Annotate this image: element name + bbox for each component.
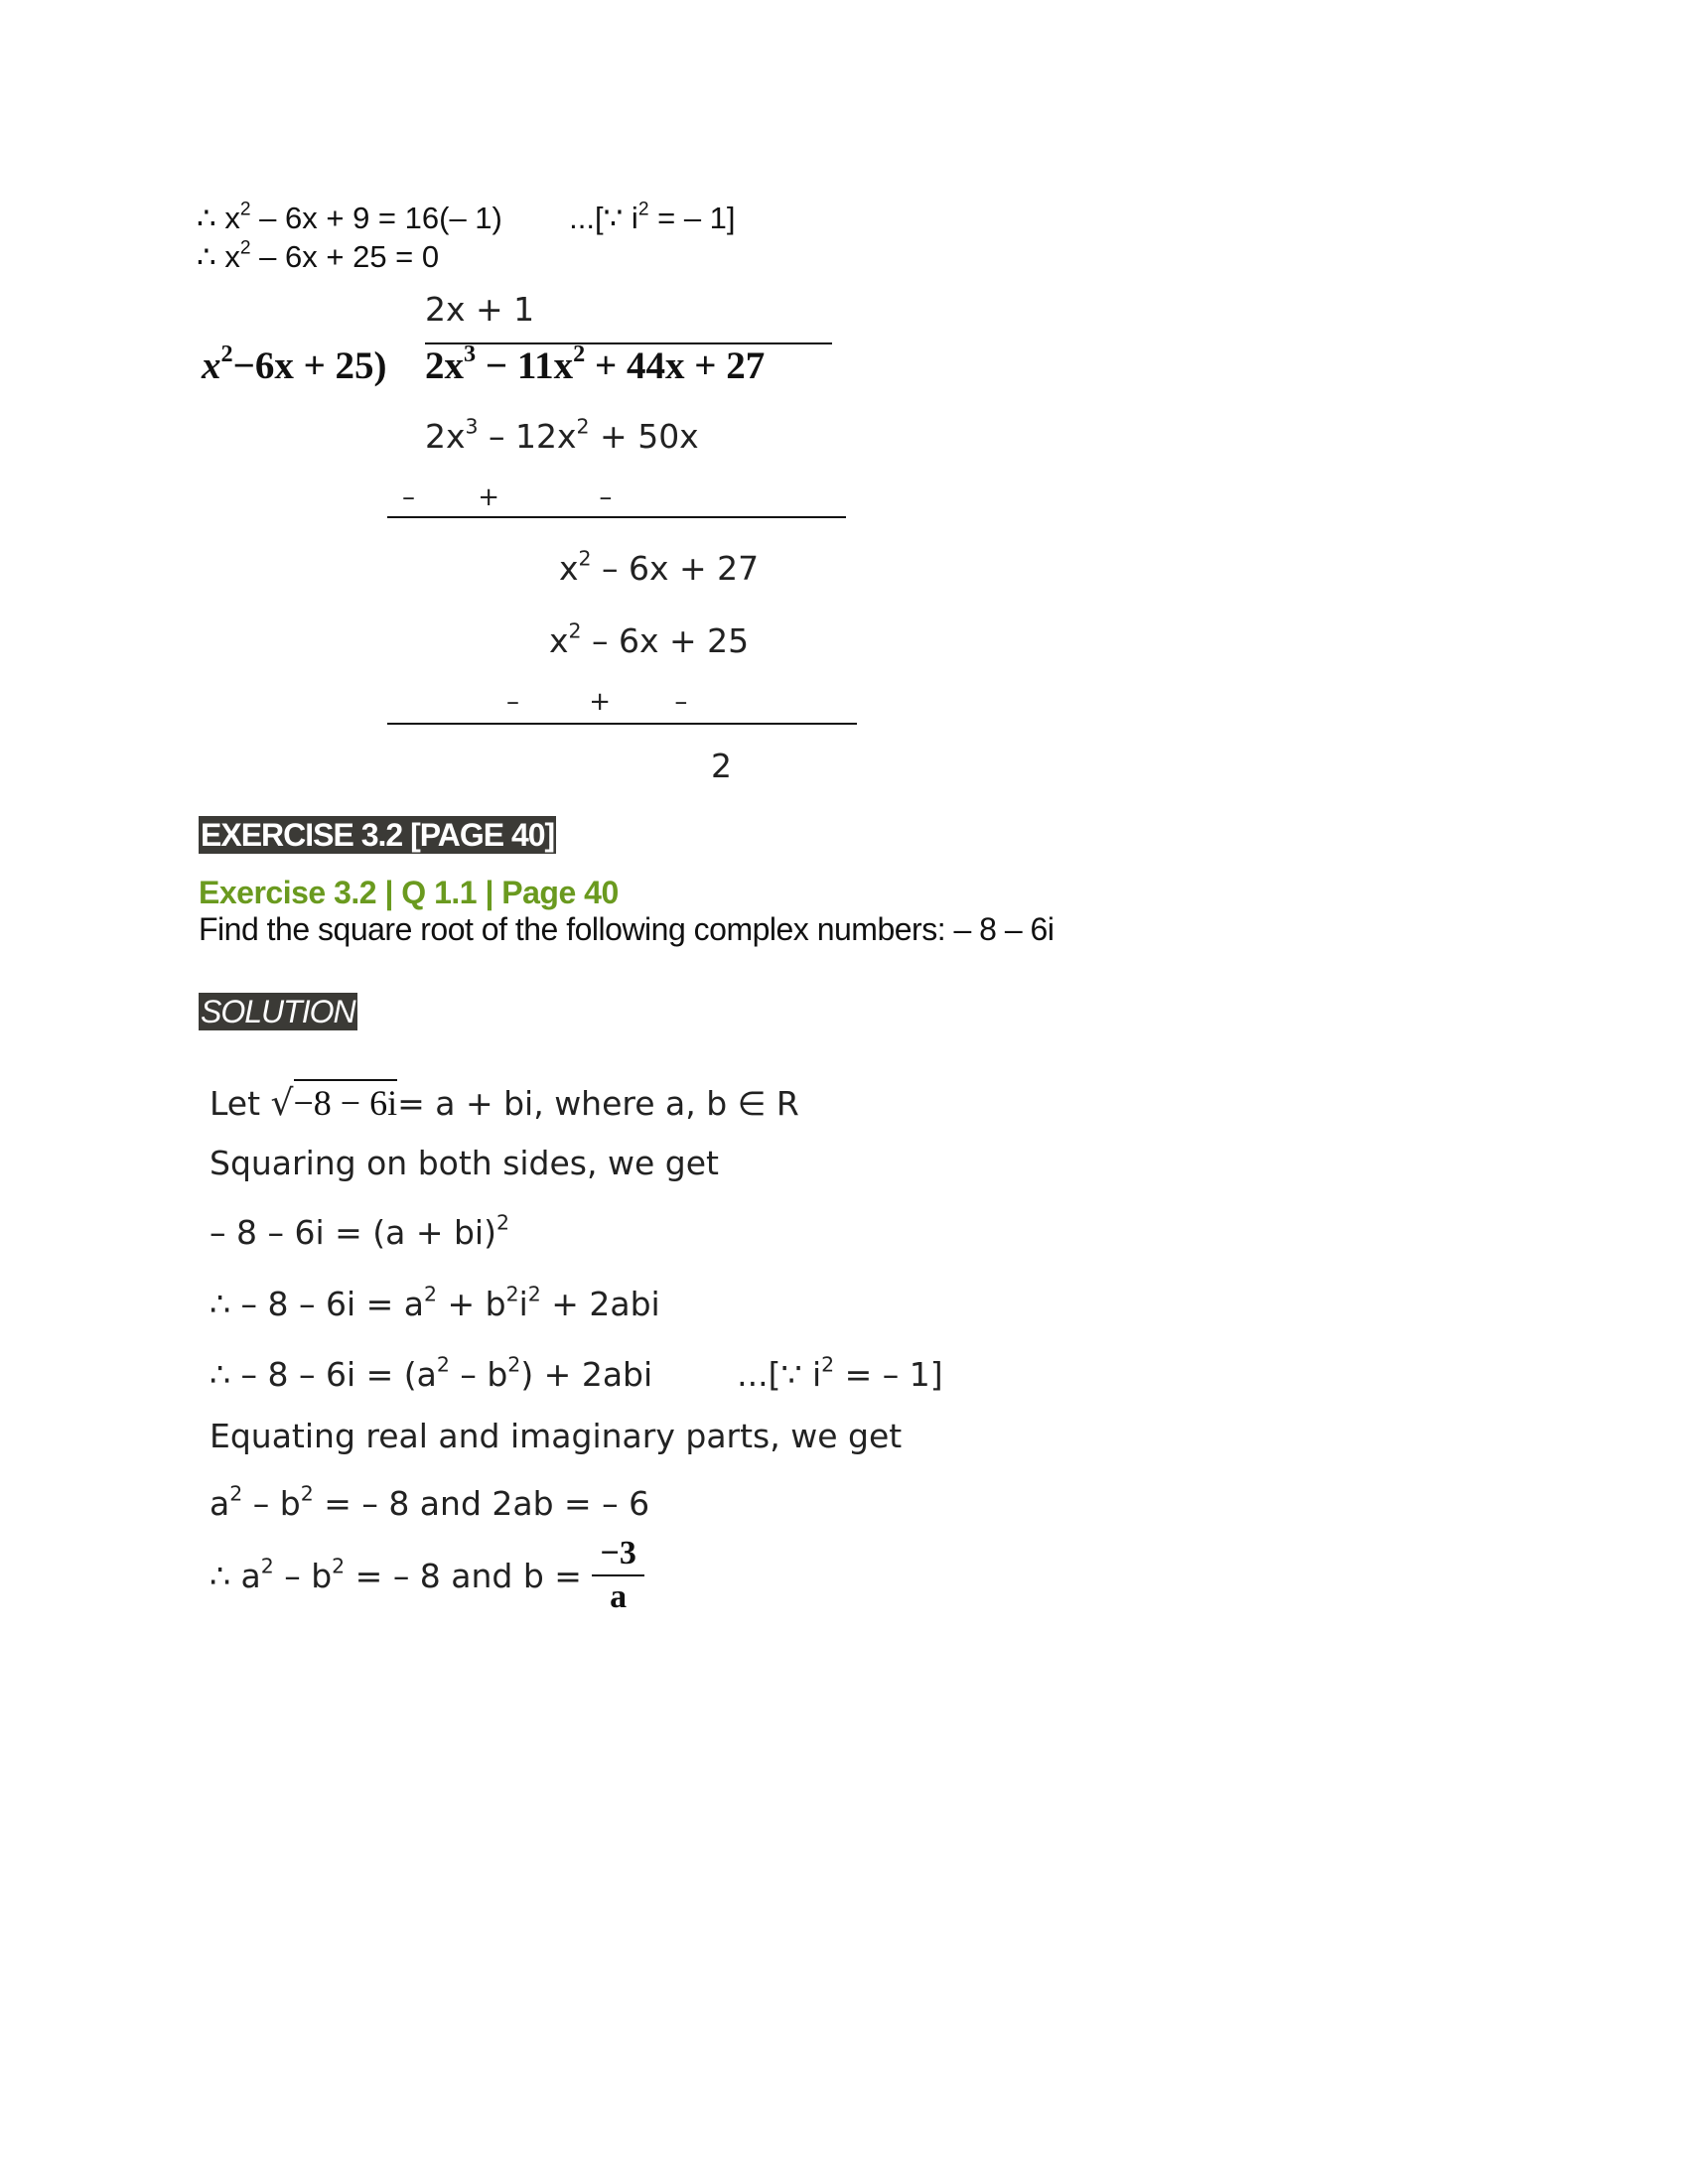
solution-line-5: [210, 1352, 943, 1394]
solution-line-2: Squaring on both sides, we get: [210, 1144, 719, 1182]
term: − 11x: [476, 344, 574, 387]
exponent: 2: [568, 618, 582, 643]
note: = – 1]: [648, 201, 736, 235]
term: x: [224, 201, 240, 235]
exponent: 2: [573, 341, 586, 368]
solution-line-3: [210, 1210, 509, 1252]
quotient: 2x + 1: [425, 290, 535, 329]
text: ∴ – 8 – 6i = (a: [210, 1355, 437, 1394]
equation-line-2: [197, 239, 439, 275]
sign-row-1: [402, 482, 612, 512]
sign: –: [402, 482, 415, 512]
subtraction-line-2: [387, 723, 857, 725]
solution-line-8: [210, 1535, 644, 1616]
text: + 2abi: [540, 1285, 660, 1323]
note: = – 1]: [834, 1355, 943, 1394]
question-text: Find the square root of the following complex numbers: – 8 – 6i: [199, 911, 1055, 947]
text: = – 8 and b =: [345, 1556, 582, 1595]
text: – b: [449, 1355, 508, 1394]
term: −6x + 25): [232, 344, 387, 387]
division-step-3: [549, 618, 750, 660]
fraction: [592, 1535, 643, 1616]
term: + 50x: [589, 417, 699, 456]
text: i: [518, 1285, 528, 1323]
term: x: [559, 549, 579, 588]
term: x: [224, 239, 240, 274]
exponent: 3: [464, 341, 477, 368]
exponent: 2: [220, 341, 233, 368]
term: – 12x: [478, 417, 577, 456]
question-link[interactable]: Exercise 3.2 | Q 1.1 | Page 40: [199, 875, 619, 910]
text: – b: [273, 1556, 333, 1595]
term: x: [202, 344, 221, 387]
text: Let: [210, 1084, 271, 1123]
solution-line-6: Equating real and imaginary parts, we get: [210, 1417, 903, 1455]
term: – 6x + 25 = 0: [250, 239, 440, 274]
exponent: 2: [578, 546, 592, 571]
denominator: a: [610, 1578, 628, 1615]
sign: –: [674, 687, 688, 717]
exponent: 2: [260, 1554, 274, 1578]
term: – 6x + 25: [581, 621, 750, 660]
text: – b: [242, 1484, 301, 1523]
sign-row-2: [506, 687, 687, 717]
exercise-heading: EXERCISE 3.2 [PAGE 40]: [201, 817, 555, 853]
note: ...[∵ i: [569, 201, 638, 235]
note: ...[∵ i: [737, 1355, 822, 1394]
text: + b: [436, 1285, 506, 1323]
term: + 44x + 27: [585, 344, 766, 387]
sign: +: [589, 687, 612, 717]
exponent: 2: [637, 199, 649, 220]
exponent: 2: [332, 1554, 346, 1578]
division-step-2: [559, 546, 760, 588]
exponent: 2: [576, 414, 590, 439]
solution-line-7: [210, 1481, 650, 1523]
division-step-1: [425, 414, 699, 456]
exponent: 2: [436, 1352, 450, 1377]
solution-label: SOLUTION: [201, 994, 355, 1029]
sign: –: [506, 687, 519, 717]
radicand: −8 − 6i: [294, 1079, 398, 1123]
text: – 8 – 6i = (a + bi): [210, 1213, 496, 1252]
divisor: [202, 343, 387, 388]
exponent: 2: [505, 1282, 519, 1306]
exponent: 2: [239, 199, 251, 220]
solution-line-1: [210, 1082, 799, 1124]
term: x: [549, 621, 569, 660]
exponent: 2: [229, 1481, 243, 1506]
subtraction-line-1: [387, 516, 846, 518]
text: = – 8 and 2ab = – 6: [313, 1484, 650, 1523]
radical-icon: √: [270, 1083, 294, 1124]
term: 2x: [425, 344, 464, 387]
sign: +: [478, 482, 500, 512]
term: – 6x + 9 = 16(– 1): [250, 201, 502, 235]
remainder: 2: [711, 747, 732, 785]
text: = a + bi, where a, b ∈ R: [397, 1084, 799, 1123]
term: 2x: [425, 417, 466, 456]
exponent: 2: [527, 1282, 541, 1306]
solution-line-4: [210, 1282, 660, 1323]
exponent: 2: [423, 1282, 437, 1306]
exponent: 2: [495, 1210, 509, 1235]
text: ∴ a: [210, 1556, 261, 1595]
exponent: 3: [465, 414, 479, 439]
exponent: 2: [507, 1352, 521, 1377]
sign: –: [599, 482, 613, 512]
text: ∴ – 8 – 6i = a: [210, 1285, 424, 1323]
numerator: −3: [592, 1535, 643, 1576]
therefore-symbol: ∴: [197, 201, 216, 235]
exponent: 2: [821, 1352, 835, 1377]
text: ) + 2abi: [520, 1355, 653, 1394]
equation-line-1: [197, 201, 736, 236]
dividend: [425, 343, 765, 388]
exponent: 2: [239, 237, 251, 259]
text: a: [210, 1484, 230, 1523]
term: – 6x + 27: [591, 549, 760, 588]
exponent: 2: [300, 1481, 314, 1506]
therefore-symbol: ∴: [197, 239, 216, 274]
